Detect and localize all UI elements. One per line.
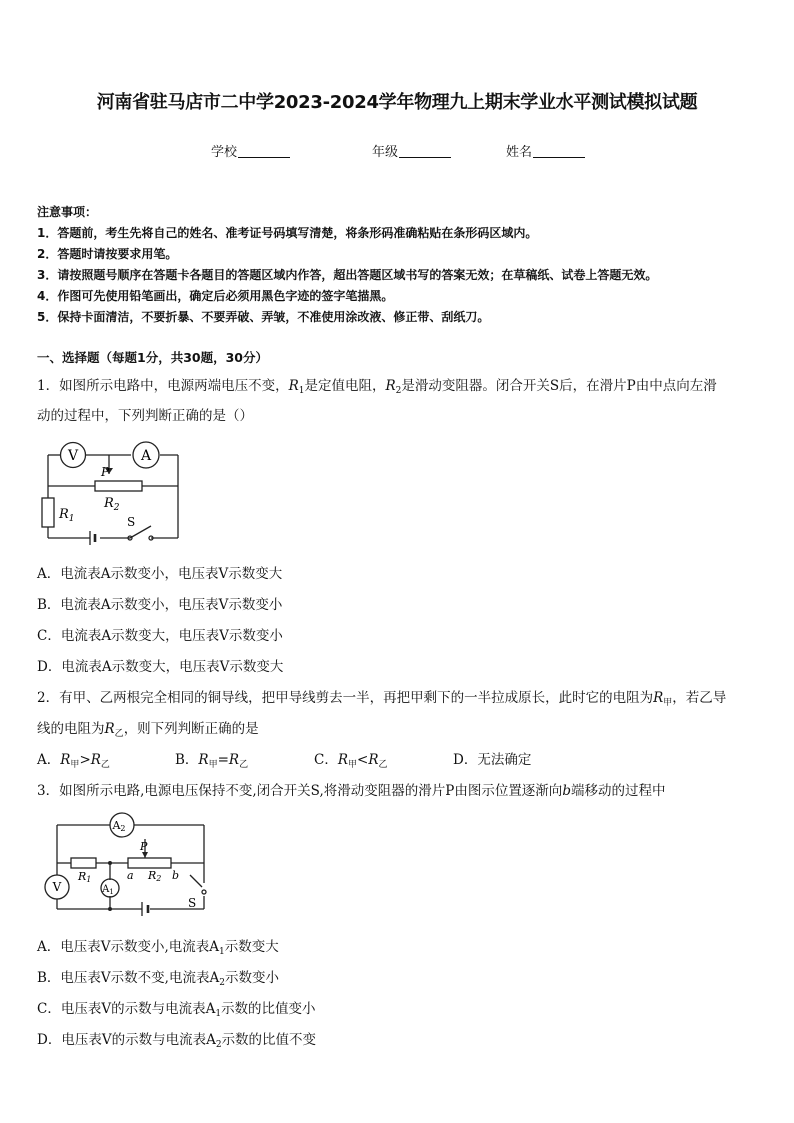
ammeter-label: A xyxy=(140,448,152,464)
notice-item: 3．请按照题号顺序在答题卡各题目的答题区域内作答，超出答题区域书写的答案无效；在草稿纸、试卷上答题无效。 xyxy=(37,268,658,282)
option-b[interactable]: B．$R_甲=R_乙$ xyxy=(175,752,249,770)
name-label: 姓名 xyxy=(506,145,533,160)
option-a[interactable]: A．电流表A示数变小，电压表V示数变大 xyxy=(37,566,283,582)
question-1-text-line2: 动的过程中，下列判断正确的是（） xyxy=(37,408,253,424)
question-2-text-line2: 线的电阻为$R_乙$，则下列判断正确的是 xyxy=(37,721,259,739)
option-c[interactable]: C．电流表A示数变大，电压表V示数变小 xyxy=(37,628,283,644)
option-b[interactable]: B．电压表V示数不变,电流表$A_2$示数变小 xyxy=(37,970,279,988)
option-d[interactable]: D．电流表A示数变大，电压表V示数变大 xyxy=(37,659,284,675)
r1-label: R1 xyxy=(78,870,92,884)
name-blank[interactable] xyxy=(533,144,585,158)
r2-label: $R_2$ xyxy=(104,496,120,513)
option-b[interactable]: B．电流表A示数变小，电压表V示数变小 xyxy=(37,597,283,613)
grade-field[interactable] xyxy=(372,141,451,160)
r2-label: R2 xyxy=(148,869,162,883)
option-a[interactable]: A．$R_甲>R_乙$ xyxy=(37,752,110,770)
circuit-diagram-1 xyxy=(38,438,184,550)
switch-label: S xyxy=(127,515,136,529)
slider-label: P xyxy=(101,465,110,479)
grade-label: 年级 xyxy=(372,145,399,160)
voltmeter-label: V xyxy=(67,448,79,464)
grade-blank[interactable] xyxy=(399,144,451,158)
option-d[interactable]: D．无法确定 xyxy=(453,752,532,768)
school-blank[interactable] xyxy=(238,144,290,158)
ammeter-a2-label: A2 xyxy=(112,819,126,833)
notice-item: 1．答题前，考生先将自己的姓名、准考证号码填写清楚，将条形码准确粘贴在条形码区域内。 xyxy=(37,226,538,240)
question-1-text: 1．如图所示电路中，电源两端电压不变，$R_1$是定值电阻，$R_2$是滑动变阻器。闭合开关S后，在滑片P由中点向左滑 xyxy=(37,378,717,396)
section-heading: 一、选择题（每题1分，共30题，30分） xyxy=(37,350,268,365)
notice-item: 4．作图可先使用铅笔画出，确定后必须用黑色字迹的签字笔描黑。 xyxy=(37,289,394,303)
option-c[interactable]: C．$R_甲<R_乙$ xyxy=(314,752,388,770)
switch-label: S xyxy=(188,896,197,910)
option-c[interactable]: C．电压表V的示数与电流表$A_1$示数的比值变小 xyxy=(37,1001,316,1019)
r1-label: $R_1$ xyxy=(59,507,75,524)
option-a[interactable]: A．电压表V示数变小,电流表$A_1$示数变大 xyxy=(37,939,279,957)
school-label: 学校 xyxy=(211,145,238,160)
notice-item: 5．保持卡面清洁，不要折暴、不要弄破、弄皱，不准使用涂改液、修正带、刮纸刀。 xyxy=(37,310,490,324)
terminal-b-label: b xyxy=(172,869,180,882)
name-field[interactable] xyxy=(506,141,585,160)
option-d[interactable]: D．电压表V的示数与电流表$A_2$示数的比值不变 xyxy=(37,1032,317,1050)
notice-heading: 注意事项： xyxy=(37,205,98,219)
terminal-a-label: a xyxy=(127,869,134,882)
question-3-text: 3．如图所示电路,电源电压保持不变,闭合开关S,将滑动变阻器的滑片P由图示位置逐渐向b端移动的过程中 xyxy=(37,783,666,799)
circuit-diagram-2 xyxy=(38,812,216,917)
school-field[interactable] xyxy=(211,141,290,160)
page-title: 河南省驻马店市二中学2023-2024学年物理九上期末学业水平测试模拟试题 xyxy=(96,92,698,113)
question-2-text: 2．有甲、乙两根完全相同的铜导线，把甲导线剪去一半，再把甲剩下的一半拉成原长，此时它的电阻为$R_甲$，若乙导 xyxy=(37,690,727,708)
slider-label: P xyxy=(140,840,148,853)
voltmeter-label: V xyxy=(52,880,62,894)
notice-item: 2．答题时请按要求用笔。 xyxy=(37,247,178,261)
ammeter-a1-label: $A_1$ xyxy=(102,884,114,896)
